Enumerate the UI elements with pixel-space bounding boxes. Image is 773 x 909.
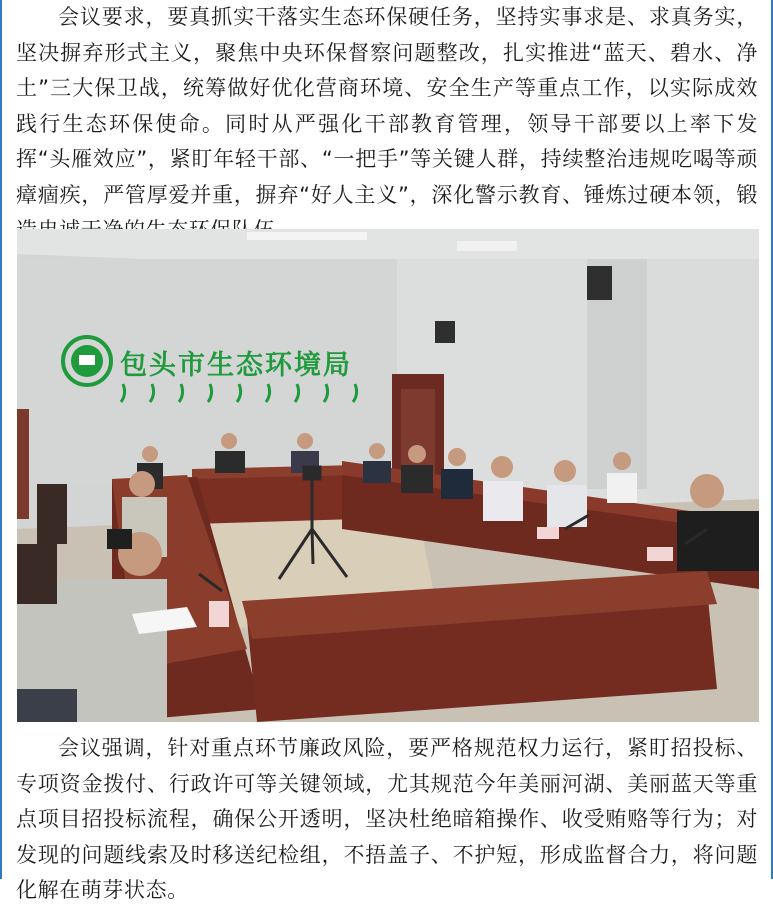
speaker-mid [435,321,455,343]
speaker-right [587,266,612,300]
meeting-photo [17,229,759,722]
paragraph-meeting-requirements: 会议要求，要真抓实干落实生态环保硬任务，坚持实事求是、求真务实，坚决摒弃形式主义，聚焦中央环保督察问题整改，扎实推进“蓝天、碧水、净土”三大保卫战，统筹做好优化营商环境、安全生产等重点工作，以实际成效践行生态环保使命。同时从严强化干部教育管理，领导干部要以上率下发挥“头雁效应”，紧盯年轻干部、“一把手”等关键人群，持续整治违规吃喝等顽瘴痼疾，严管厚爱并重，摒弃“好人主义”，深化警示教育、锤炼过硬本领，锻 [16,5,758,207]
wall-sign-text: 包头市生态环境局 [120,350,352,381]
paragraph-meeting-emphasis: 会议强调，针对重点环节廉政风险，要严格规范权力运行，紧盯招投标、专项资金拨付、行政许可等关键领域，尤其规范今年美丽河湖、美丽蓝天等重点项目招投标流程，确保公开透明，坚决杜绝暗箱操作、收受贿赂等行为；对发现的问题线索及时移送纪检组，不捂盖子、不护短，形成监督合力，将问题化解在萌芽状态。 [16,736,758,902]
